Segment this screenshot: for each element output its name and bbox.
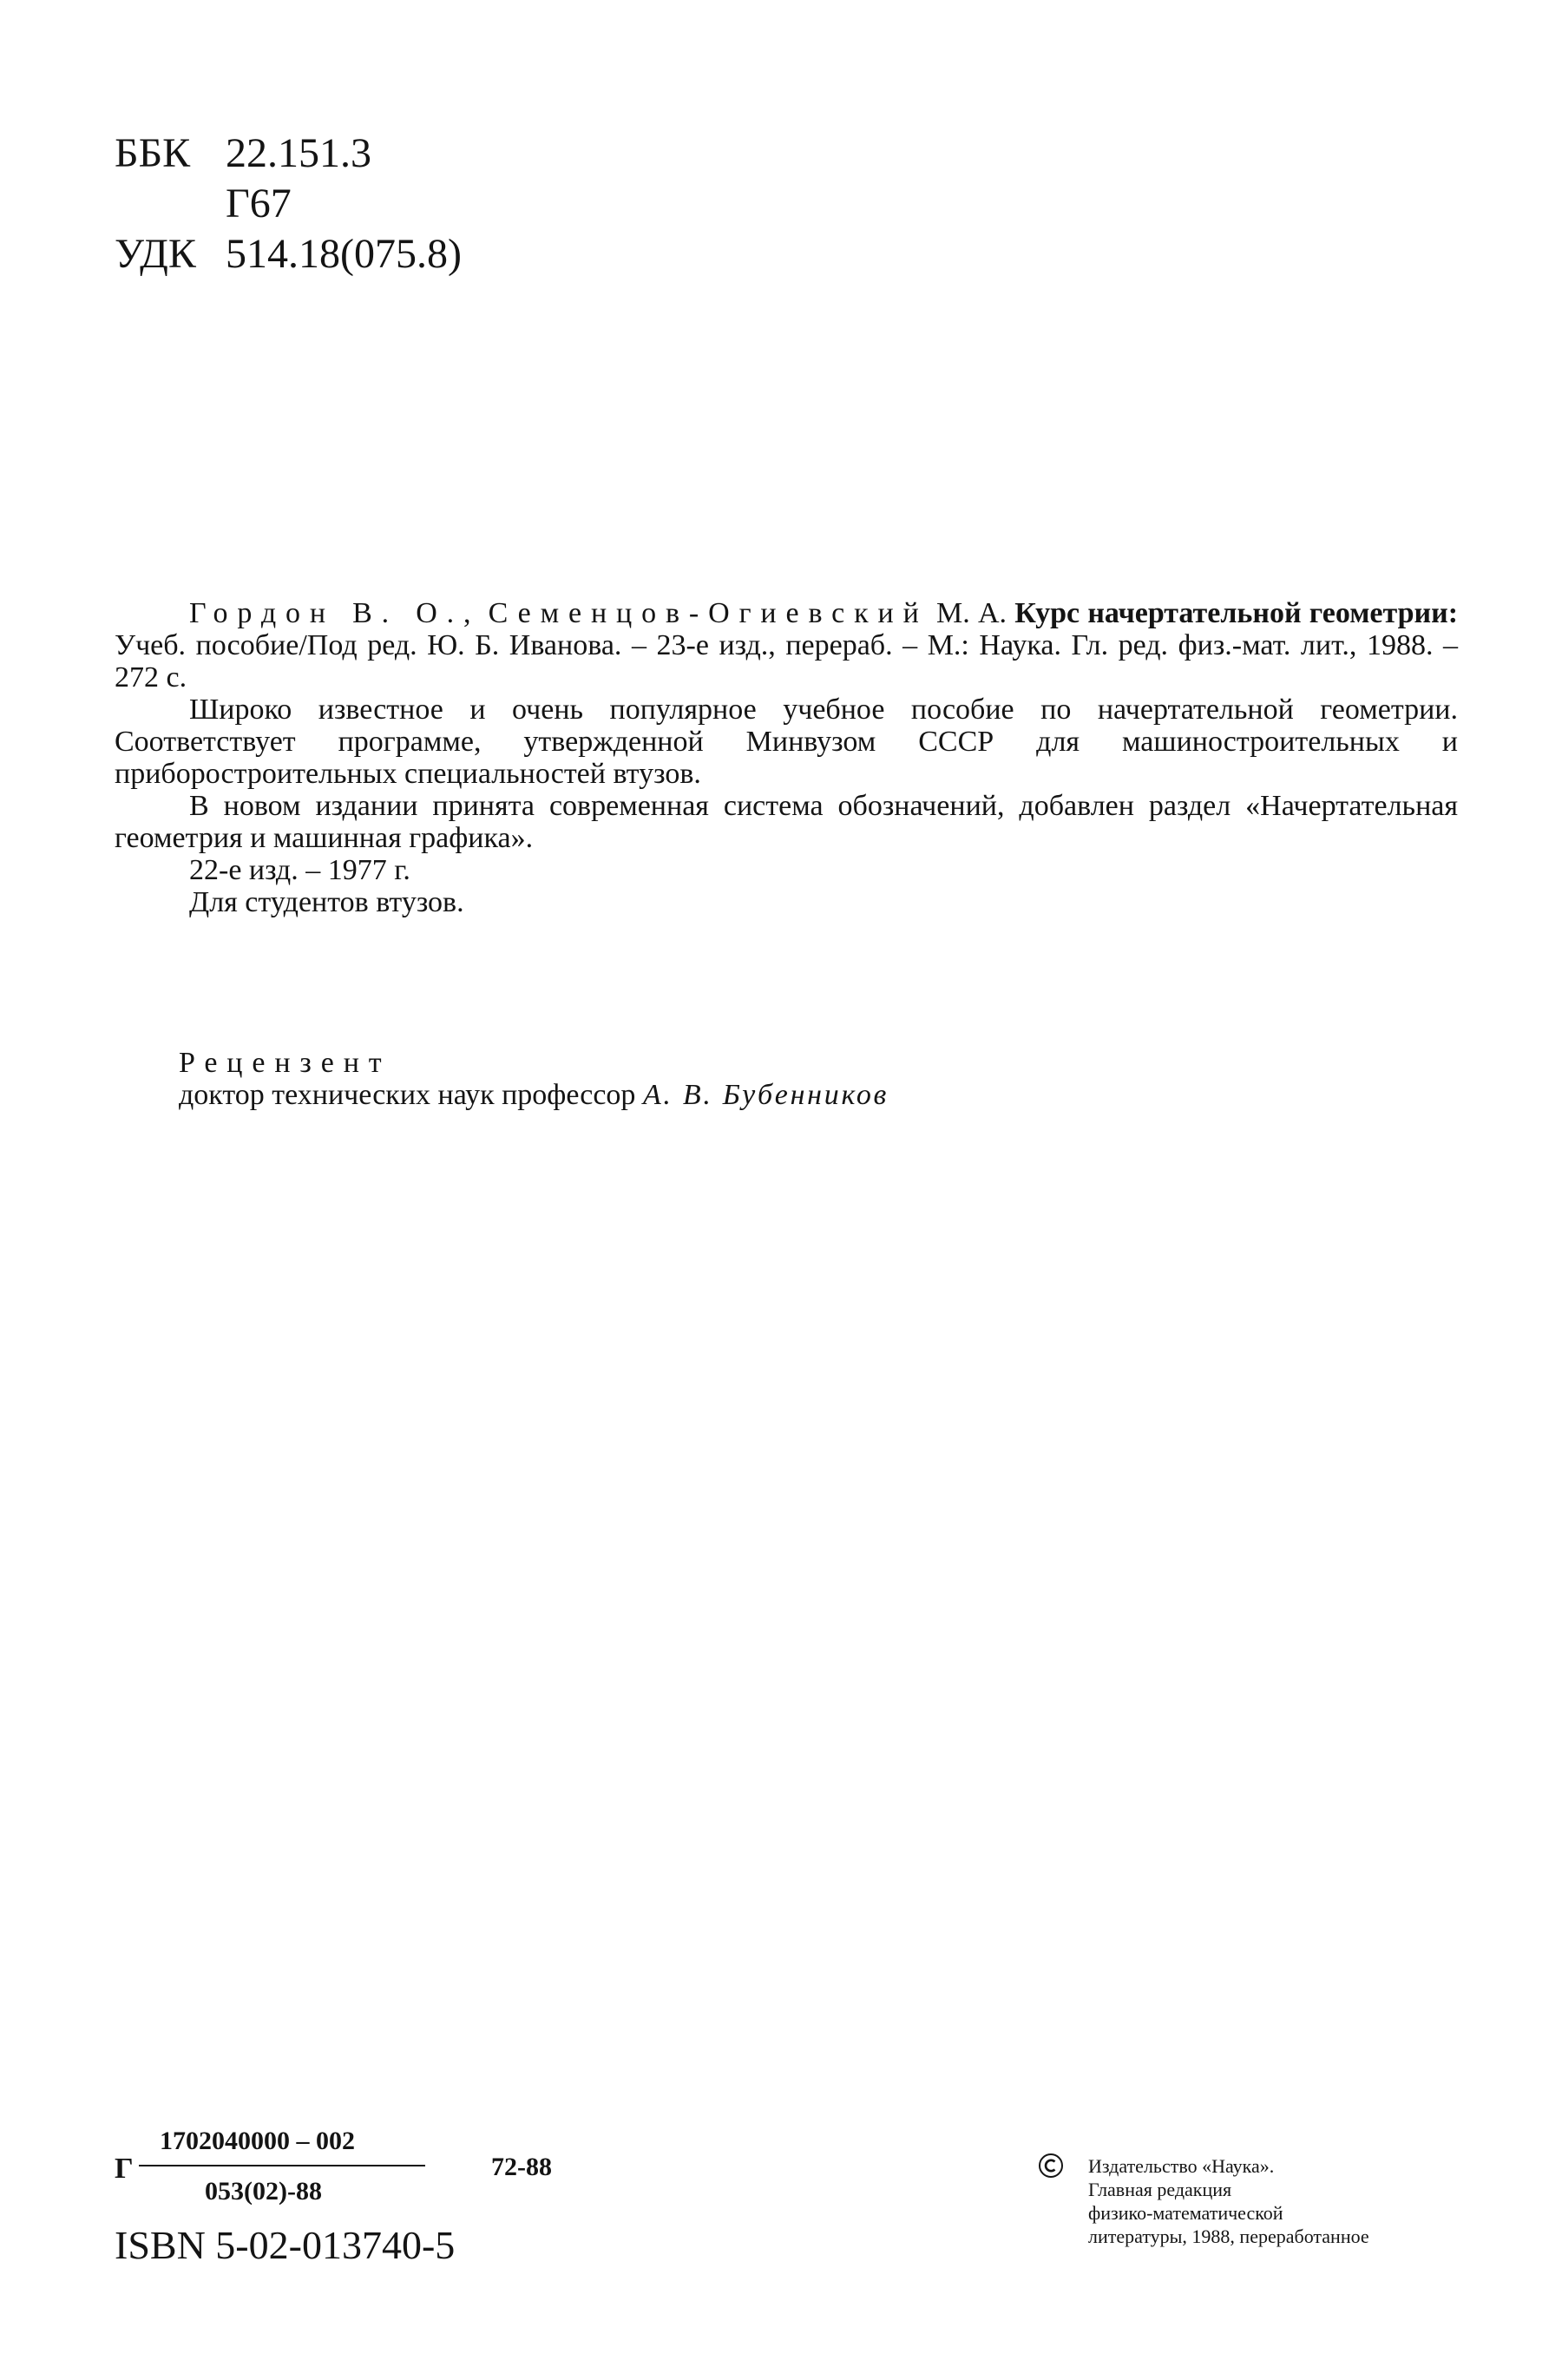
copyright-line-2: Главная редакция bbox=[1088, 2179, 1232, 2200]
previous-edition: 22-е изд. – 1977 г. bbox=[189, 854, 410, 886]
isbn: ISBN 5-02-013740-5 bbox=[115, 2223, 456, 2267]
author-initials: М. А. bbox=[935, 597, 1007, 629]
code-prefix: Г bbox=[115, 2153, 134, 2185]
book-details: Учеб. пособие/Под ред. Ю. Б. Иванова. – 23-е изд., перераб. – М.: Наука. Гл. ред. физ.-мат. лит., 1988. – 272 с. bbox=[115, 629, 1458, 694]
copyright-line-4: литературы, 1988, переработанное bbox=[1088, 2225, 1369, 2247]
copyright-icon bbox=[1038, 2153, 1064, 2179]
reviewer-name: А. В. Бубенников bbox=[642, 1079, 889, 1111]
reviewer-heading: Рецензент bbox=[179, 1047, 391, 1079]
annotation-paragraph-2: В новом издании принята современная система обозначений, добавлен раздел «Начертательная геометрия и машинная графика». bbox=[115, 790, 1458, 854]
reviewer-line bbox=[179, 1079, 889, 1111]
bbk-value: 22.151.3 bbox=[226, 130, 371, 176]
code-numerator: 1702040000 – 002 bbox=[160, 2127, 355, 2155]
author-mark: Г67 bbox=[226, 181, 292, 227]
annotation-paragraph-1: Широко известное и очень популярное учебное пособие по начертательной геометрии. Соответствует программе, утвержденной Минвузом СССР для машиностроительных и приборостроительных специальностей втузов. bbox=[115, 694, 1458, 790]
bibliographic-description bbox=[115, 597, 1458, 918]
fraction-bar bbox=[139, 2165, 425, 2166]
author-gordon: Гордон В. О., bbox=[189, 597, 481, 629]
author-sementsov: Семенцов-Огиевский bbox=[488, 597, 929, 629]
bbk-label: ББК bbox=[115, 130, 191, 176]
copyright-line-1: Издательство «Наука». bbox=[1088, 2155, 1275, 2177]
code-suffix: 72-88 bbox=[491, 2153, 552, 2181]
audience-note: Для студентов втузов. bbox=[189, 886, 464, 918]
bibliographic-entry bbox=[115, 597, 1458, 694]
copyright-text bbox=[1088, 2154, 1369, 2248]
udk-value: 514.18(075.8) bbox=[226, 231, 462, 277]
book-title: Курс начертательной геометрии: bbox=[1014, 597, 1459, 629]
classification-block bbox=[115, 128, 462, 279]
bbk-row bbox=[115, 128, 462, 179]
reviewer-credentials: доктор технических наук профессор bbox=[179, 1079, 636, 1111]
reviewer-block bbox=[179, 1047, 889, 1111]
code-denominator: 053(02)-88 bbox=[205, 2177, 322, 2206]
udk-row bbox=[115, 229, 462, 279]
copyright-line-3: физико-математической bbox=[1088, 2202, 1283, 2224]
udk-label: УДК bbox=[115, 231, 196, 277]
